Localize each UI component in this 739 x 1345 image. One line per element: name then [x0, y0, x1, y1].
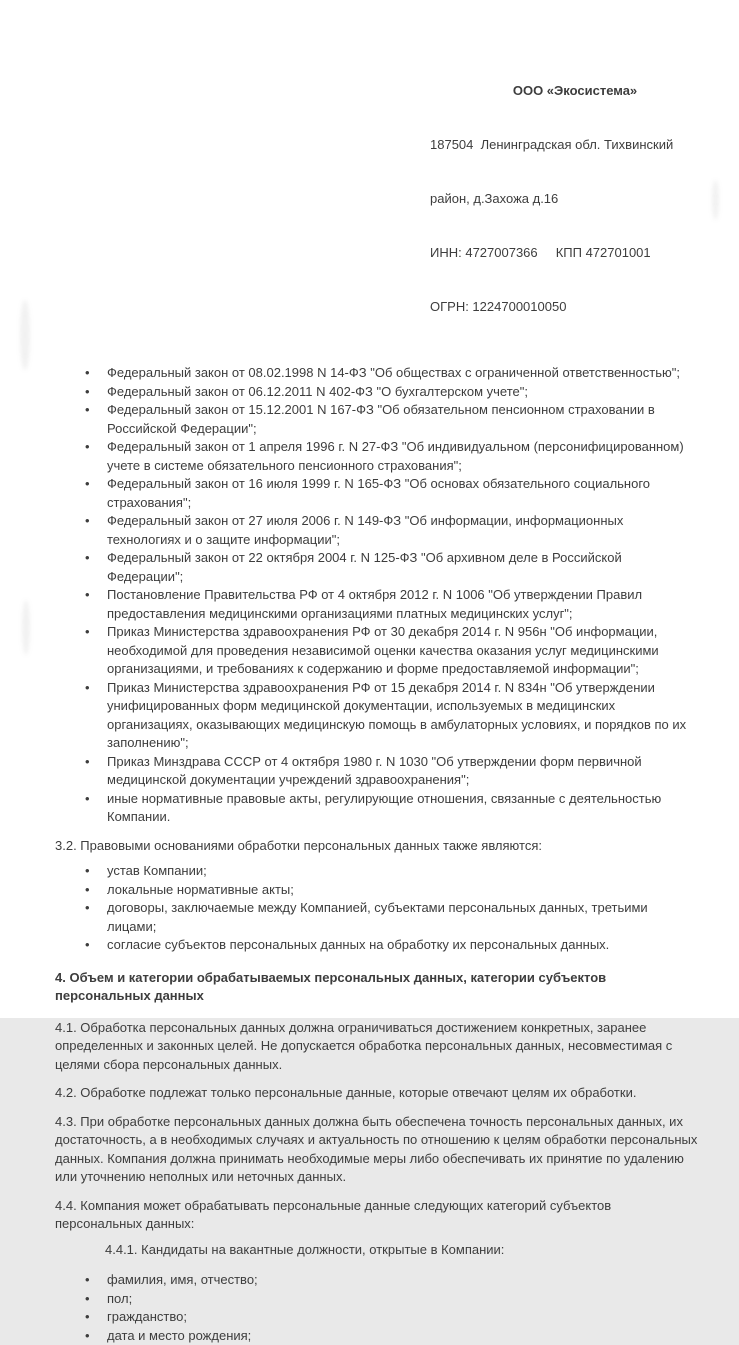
bullet-icon: •	[55, 1271, 107, 1290]
document-body	[55, 364, 700, 1345]
list-item	[55, 790, 700, 827]
scan-artifact	[712, 180, 719, 220]
list-item-text: Приказ Минздрава СССР от 4 октября 1980 г. N 1030 "Об утверждении форм первичной медицинской документации учреждений здравоохранения";	[107, 753, 700, 790]
bullet-icon: •	[55, 881, 107, 900]
list-item	[55, 679, 700, 753]
bullet-icon: •	[55, 862, 107, 881]
list-item-text: Федеральный закон от 1 апреля 1996 г. N 27-ФЗ "Об индивидуальном (персонифицированном) учете в системе обязательного пенсионного страхования";	[107, 438, 700, 475]
list-item	[55, 512, 700, 549]
clause-4-1: 4.1. Обработка персональных данных должна ограничиваться достижением конкретных, заранее определенных и законных целей. Не допускается обработка персональных данных, несовместимая с целями сбора персональных данных.	[55, 1019, 700, 1075]
bullet-icon: •	[55, 401, 107, 438]
list-item-text: договоры, заключаемые между Компанией, субъектами персональных данных, третьими лицами;	[107, 899, 700, 936]
bullet-icon: •	[55, 512, 107, 549]
list-item	[55, 586, 700, 623]
list-item-text: Федеральный закон от 08.02.1998 N 14-ФЗ "Об обществах с ограниченной ответственностью";	[107, 364, 700, 383]
company-ogrn: ОГРН: 1224700010050	[430, 298, 692, 316]
bullet-icon: •	[55, 753, 107, 790]
clause-3-2-intro: 3.2. Правовыми основаниями обработки персональных данных также являются:	[55, 837, 700, 856]
list-item	[55, 936, 700, 955]
list-item-text: гражданство;	[107, 1308, 700, 1327]
list-item	[55, 1308, 700, 1327]
list-item-text: Постановление Правительства РФ от 4 октября 2012 г. N 1006 "Об утверждении Правил предоставления медицинскими организациями платных медицинских услуг";	[107, 586, 700, 623]
scan-artifact	[20, 300, 30, 370]
list-item-text: фамилия, имя, отчество;	[107, 1271, 700, 1290]
company-header	[430, 46, 692, 352]
list-item-text: Приказ Министерства здравоохранения РФ от 15 декабря 2014 г. N 834н "Об утверждении унифицированных форм медицинской документации, используемых в медицинских организациях, оказывающих медицинскую помощь в амбулаторных условиях, и порядков по их заполнению";	[107, 679, 700, 753]
list-item-text: локальные нормативные акты;	[107, 881, 700, 900]
company-name: ООО «Экосистема»	[430, 82, 692, 100]
scan-artifact	[22, 600, 30, 655]
company-address-line-1: 187504 Ленинградская обл. Тихвинский	[430, 136, 692, 154]
list-item-text: Федеральный закон от 27 июля 2006 г. N 149-ФЗ "Об информации, информационных технологиях и о защите информации";	[107, 512, 700, 549]
list-item	[55, 549, 700, 586]
list-item	[55, 623, 700, 679]
list-item	[55, 862, 700, 881]
bullet-icon: •	[55, 1327, 107, 1345]
legal-acts-list	[55, 364, 700, 827]
list-item	[55, 1290, 700, 1309]
bullet-icon: •	[55, 438, 107, 475]
candidate-data-list	[55, 1271, 700, 1345]
list-item-text: Федеральный закон от 06.12.2011 N 402-ФЗ "О бухгалтерском учете";	[107, 383, 700, 402]
bullet-icon: •	[55, 586, 107, 623]
list-item	[55, 753, 700, 790]
bullet-icon: •	[55, 549, 107, 586]
bullet-icon: •	[55, 679, 107, 753]
bullet-icon: •	[55, 1308, 107, 1327]
list-item	[55, 899, 700, 936]
list-item	[55, 881, 700, 900]
clause-4-3: 4.3. При обработке персональных данных должна быть обеспечена точность персональных данных, их достаточность, а в необходимых случаях и актуальность по отношению к целям обработки персональных данных. Компания должна принимать необходимые меры либо обеспечивать их принятие по удалению или уточнению неполных или неточных данных.	[55, 1113, 700, 1187]
list-item	[55, 475, 700, 512]
list-item	[55, 364, 700, 383]
list-item-text: устав Компании;	[107, 862, 700, 881]
clause-4-2: 4.2. Обработке подлежат только персональные данные, которые отвечают целям их обработки.	[55, 1084, 700, 1103]
list-item	[55, 383, 700, 402]
list-item	[55, 1271, 700, 1290]
bullet-icon: •	[55, 899, 107, 936]
bullet-icon: •	[55, 1290, 107, 1309]
bullet-icon: •	[55, 383, 107, 402]
list-item-text: Федеральный закон от 22 октября 2004 г. N 125-ФЗ "Об архивном деле в Российской Федерации";	[107, 549, 700, 586]
list-item-text: иные нормативные правовые акты, регулирующие отношения, связанные с деятельностью Компании.	[107, 790, 700, 827]
list-item-text: Федеральный закон от 15.12.2001 N 167-ФЗ "Об обязательном пенсионном страховании в Российской Федерации";	[107, 401, 700, 438]
bullet-icon: •	[55, 475, 107, 512]
bullet-icon: •	[55, 936, 107, 955]
list-item	[55, 401, 700, 438]
bullet-icon: •	[55, 790, 107, 827]
company-address-line-2: район, д.Захожа д.16	[430, 190, 692, 208]
bullet-icon: •	[55, 364, 107, 383]
list-item-text: Приказ Министерства здравоохранения РФ от 30 декабря 2014 г. N 956н "Об информации, необходимой для проведения независимой оценки качества оказания услуг медицинскими организациями, и требованиях к содержанию и форме предоставляемой информации";	[107, 623, 700, 679]
list-item	[55, 438, 700, 475]
clause-4-4: 4.4. Компания может обрабатывать персональные данные следующих категорий субъектов персональных данных:	[55, 1197, 700, 1234]
list-item	[55, 1327, 700, 1345]
clause-4-4-1: 4.4.1. Кандидаты на вакантные должности, открытые в Компании:	[55, 1241, 700, 1260]
list-item-text: согласие субъектов персональных данных на обработку их персональных данных.	[107, 936, 700, 955]
section-4-heading: 4. Объем и категории обрабатываемых персональных данных, категории субъектов персональных данных	[55, 969, 700, 1006]
list-item-text: Федеральный закон от 16 июля 1999 г. N 165-ФЗ "Об основах обязательного социального страхования";	[107, 475, 700, 512]
list-item-text: дата и место рождения;	[107, 1327, 700, 1345]
legal-bases-list	[55, 862, 700, 955]
company-inn-kpp: ИНН: 4727007366 КПП 472701001	[430, 244, 692, 262]
bullet-icon: •	[55, 623, 107, 679]
list-item-text: пол;	[107, 1290, 700, 1309]
